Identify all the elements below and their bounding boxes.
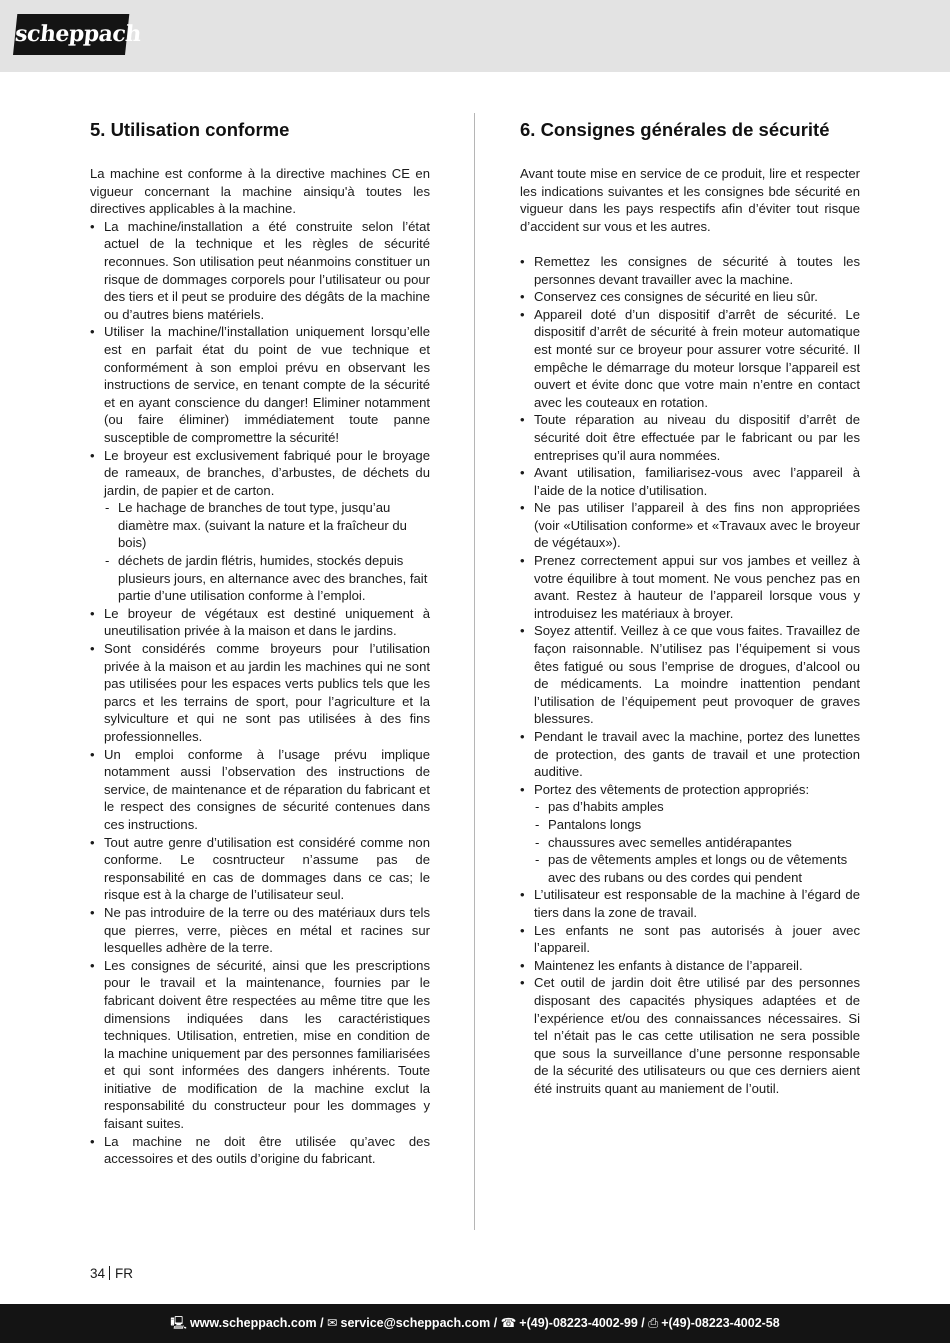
scheppach-logo[interactable]: scheppach	[13, 14, 129, 55]
footer-web-link[interactable]: www.scheppach.com	[189, 1316, 317, 1330]
bullet-list	[520, 253, 860, 1098]
page-language: FR	[115, 1266, 134, 1281]
sub-list-item: - Le hachage de branches de tout type, jusqu’au diamètre max. (suivant la nature et la fraîcheur du bois)	[104, 499, 430, 552]
page-number-value: 34	[90, 1266, 106, 1281]
list-item: • Maintenez les enfants à distance de l’appareil.	[520, 957, 860, 975]
section-title: 5. Utilisation conforme	[90, 119, 290, 140]
intro-paragraph: Avant toute mise en service de ce produit, lire et respecter les indications suivantes et les consignes bde sécurité en vigueur dans les pays respectifs afin d’éviter tout risque d’accident sur vous et les autres.	[520, 166, 860, 234]
footer-email-link[interactable]: service@scheppach.com	[340, 1316, 491, 1330]
list-item: • Remettez les consignes de sécurité à toutes les personnes devant travailler avec la machine.	[520, 253, 860, 288]
sub-list-item: - chaussures avec semelles antidérapantes	[534, 834, 860, 852]
list-item: • Les consignes de sécurité, ainsi que les prescriptions pour le travail et la maintenance, fournies par le fabricant doivent être respectées au même titre que les dimensions indiquées dans les caractéristiques techniques. Utilisation, entretien, mise en condition de la machine uniquement par des personnes familiarisées et qui sont informées des dangers inhérents. Toute initiative de modification de la machine exclut la responsabilité du constructeur pour les dommages y faisant suites.	[90, 957, 430, 1133]
footer-separator: /	[490, 1316, 501, 1330]
column-divider	[474, 113, 475, 1230]
list-item: • Ne pas utiliser l’appareil à des fins non appropriées (voir «Utilisation conforme» et «Travaux avec le broyeur de végétaux»).	[520, 499, 860, 552]
email-icon: ✉	[327, 1316, 338, 1330]
fax-icon: ⎙	[648, 1316, 659, 1330]
list-item: • Le broyeur de végétaux est destiné uniquement à uneutilisation privée à la maison et dans le jardins.	[90, 605, 430, 640]
list-item: • Un emploi conforme à l’usage prévu implique notamment aussi l’observation des instructions de service, de maintenance et de réparation du fabricant et le respect des consignes de sécurité contenues dans ces instructions.	[90, 746, 430, 834]
list-item: • Cet outil de jardin doit être utilisé par des personnes disposant des capacités physiques adaptées et de l’expérience et/ou des connaissances nécessaires. Si tel n’était pas le cas cette utilisation ne sera possible que sous la surveillance d’une personne responsable de la sécurité des utilisateurs ou que ces derniers aient été instruits quant au maniement de l’outil.	[520, 974, 860, 1097]
section-utilisation-conforme	[90, 117, 430, 1168]
list-item: • Pendant le travail avec la machine, portez des lunettes de protection, des gants de travail et une protection auditive.	[520, 728, 860, 781]
footer-contact	[0, 1304, 950, 1343]
list-item: • Conservez ces consignes de sécurité en lieu sûr.	[520, 288, 860, 306]
header-band	[0, 0, 950, 72]
list-item	[520, 781, 860, 887]
list-item: • La machine/installation a été construite selon l’état actuel de la technique et les règles de sécurité reconnues. Son utilisation peut néanmoins constituer un risque de dommages corporels pour l’utilisateur ou pour des tiers et il peut se produire des dégâts de la machine ou d’autres biens matériels.	[90, 218, 430, 324]
section-consignes-securite	[520, 117, 860, 1097]
footer-phone[interactable]: +(49)-08223-4002-99	[519, 1316, 638, 1330]
sub-list-item: - Pantalons longs	[534, 816, 860, 834]
list-item: • Utiliser la machine/l’installation uniquement lorsqu’elle est en parfait état du point de vue technique et conformément à son emploi prévu en observant les instructions de service, en tenant compte de la sécurité et en ayant conscience du danger! Eliminer notamment (ou faire éliminer) immédiatement toute panne susceptible de compromettre la sécurité!	[90, 323, 430, 446]
list-item: • Les enfants ne sont pas autorisés à jouer avec l’appareil.	[520, 922, 860, 957]
bullet-list	[90, 218, 430, 1168]
sub-list-item: - pas de vêtements amples et longs ou de vêtements avec des rubans ou des cordes qui pendent	[534, 851, 860, 886]
list-item	[90, 447, 430, 605]
list-item: • Appareil doté d’un dispositif d’arrêt de sécurité. Le dispositif d’arrêt de sécurité à frein moteur automatique est monté sur ce broyeur pour assurer votre sécurité. Il empêche le démarrage du moteur lorsque l’appareil est ouvert et évite donc que votre main n’entre en contact avec les couteaux en rotation.	[520, 306, 860, 412]
footer-separator: /	[637, 1316, 649, 1330]
list-item: • Toute réparation au niveau du dispositif d’arrêt de sécurité doit être effectuée par le fabricant ou par les entreprises qu’il aura nommées.	[520, 411, 860, 464]
list-item: • Tout autre genre d’utilisation est considéré comme non conforme. Le cosntructeur n’assume pas de responsabilité en cas de dommages dans ce cas; le risque est à la charge de l’utilisateur seul.	[90, 834, 430, 904]
sub-list	[104, 499, 430, 605]
list-item: • L’utilisateur est responsable de la machine à l’égard de tiers dans la zone de travail.	[520, 886, 860, 921]
sub-list-item: - déchets de jardin flétris, humides, stockés depuis plusieurs jours, en alternance avec des branches, fait partie d’une utilisation conforme à l’emploi.	[104, 552, 430, 605]
list-item-text: Portez des vêtements de protection appropriés:	[534, 781, 810, 797]
page-number	[90, 1265, 133, 1283]
list-item: • La machine ne doit être utilisée qu’avec des accessoires et des outils d’origine du fabricant.	[90, 1133, 430, 1168]
intro-paragraph: La machine est conforme à la directive machines CE en vigueur concernant la machine ainsiqu'à toutes les directives applicables à la machine.	[90, 166, 430, 217]
sub-list-item: - pas d’habits amples	[534, 798, 860, 816]
footer-separator: /	[316, 1316, 328, 1330]
list-item-text: Le broyeur est exclusivement fabriqué pour le broyage de rameaux, de branches, d’arbustes, de déchets du jardin, de papier et de carton.	[104, 447, 430, 498]
sub-list	[534, 798, 860, 886]
page-separator	[109, 1266, 110, 1280]
list-item: • Sont considérés comme broyeurs pour l’utilisation privée à la maison et au jardin les machines qui ne sont pas utilisées pour les espaces verts publics tels que les parcs et les terrains de sport, pour l’agriculture et la sylviculture et qui ne sont pas utilisées à des fins professionnelles.	[90, 640, 430, 746]
list-item: • Prenez correctement appui sur vos jambes et veillez à votre équilibre à tout moment. Ne vous penchez pas en avant. Restez à hauteur de l’appareil lorsque vous y introduisez les matériaux à broyer.	[520, 552, 860, 622]
section-title: 6. Consignes générales de sécurité	[520, 119, 830, 140]
list-item: • Ne pas introduire de la terre ou des matériaux durs tels que pierres, verre, pièces en métal et racines sur lesquelles adhère de la terre.	[90, 904, 430, 957]
list-item: • Soyez attentif. Veillez à ce que vous faites. Travaillez de façon raisonnable. N’utilisez pas l’équipement si vous êtes fatigué ou sous l’emprise de drogues, d’alcool ou de médicaments. La moindre inattention pendant l’utilisation de l’équipement peut provoquer de graves blessures.	[520, 622, 860, 728]
phone-icon: ☎	[500, 1316, 517, 1330]
footer-fax: +(49)-08223-4002-58	[661, 1316, 780, 1330]
computer-icon: 🖳	[170, 1316, 187, 1330]
list-item: • Avant utilisation, familiarisez-vous avec l’appareil à l’aide de la notice d’utilisation.	[520, 464, 860, 499]
